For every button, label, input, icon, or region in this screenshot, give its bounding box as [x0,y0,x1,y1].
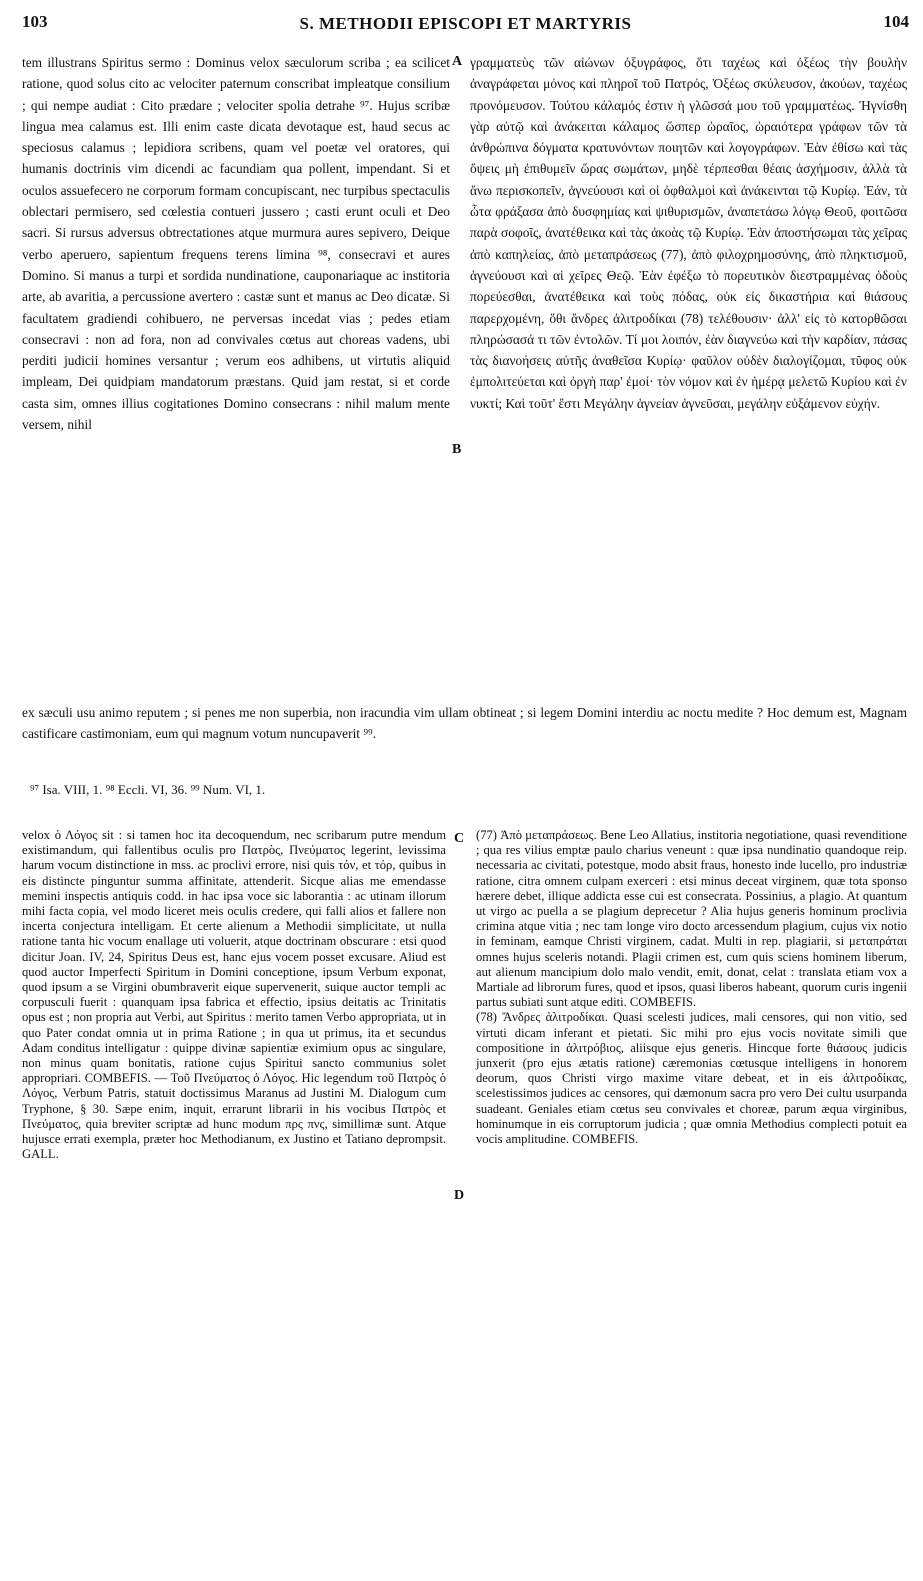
margin-marker-d: D [454,1188,465,1203]
note-text: velox ὁ Λόγος sit : si tamen hoc ita decoquendum, nec scribarum putre mendum existimandum, qui fallentibus oculis pro Πατρὸς, Πνεύματος legerint, levissima harum vocum distinctione in mss. ac proclivi errore, nisi quis τόν, et τόρ, quibus in eis distincte pinguntur summa affinitate, attenderit. Sicque alias me emendasse memini inspectis antiquis codd. in hac ipsa voce sic laborantia : ac utinam illorum mihi facta copia, vel modo liceret meis oculis credere, qui falli alios et fallere non incerta conjectura intelligam. Et certe alienum a Methodii simplicitate, ut nulla ratione tanta hic vocum enallage uti voluerit, atque doctrinam obscurare : etsi quod dicitur Joan. IV, 24, Spiritus Deus est, hanc ejus vocem posset excusare. Aliud est quod auctor Imperfecti Spiritum in Domini conceptione, ipsum Verbum exponat, quod ipsum a se Virgini obumbraverit eique supervenerit, suique auctor templi ac corpusculi fuerit : quanquam ipsa fabrica et effectio, ipsius deitatis ac Trinitatis opus est ; non propria aut Verbi, aut Spiritus : merito tamen Verbo appropriata, ut in quo Pater condat omnia ut in prima Ratione ; in qua ut primus, ita et secundus Adam conditus intelligatur : quippe divinæ sapientiæ eximium opus ac singulare, non minus quam bonitatis, ratione cujus Spiritui sancto communius solet appropriari. COMBEFIS. — Τοῦ Πνεύματος ὁ Λόγος. Hic legendum τοῦ Πατρὸς ὁ Λόγος, Verbum Patris, statuit doctissimus Maranus ad Justini M. Dialogum cum Tryphone, § 30. Sæpe enim, inquit, errarunt librarii in his vocibus Πατρὸς et Πνεύματος, quia breviter scriptæ ad hunc modum πρς πνς, simillimæ sunt. Atque hujusce errati exempla, præter hoc Methodianum, ex Justino et Tatiano deprompsit. GALL. [22,828,446,1162]
latin-continuation [22,689,907,758]
note-78: (78) Ἄνδρες ἀλιτροδίκαι. Quasi scelesti judices, mali censores, qui non vitio, sed virtuti dicam inferant et pietati. Sic mihi pro ejus vocis novitate simili que compositione in ἀλιτρόβιος, aliisque ejus generis. Hincque forte θιάσους judicis junxerit (pro ejus ætatis ratione) cæremonias cœtusque intelligens in honorem deorum, quos Christi virgo maxime vitare debeat, et in eis ἀλιτροδίκας, scelestissimos judices ac censores, qui dæmonum sacra pro vero Dei cultu usurpanda suadeant. Geniales etiam cœtus seu convivales et choreæ, parum æqua virginibus, hominumque in eis corruptorum judicia ; quæ omnia Methodius complecti potuit ea vocis amplitudine. COMBEFIS. [476,1010,907,1147]
note-77: (77) Ἀπὸ μεταπράσεως. Bene Leo Allatius, institoria negotiatione, quasi revenditione ; qua res vilius emptæ paulo charius veneunt : quæ ipsa nundinatio quandoque reip. necessaria ac civitati, potestque, modo absit fraus, honesto inde lucello, pro industriæ ratione, citra omnem culpam exerceri : etsi minus deceat virginem, quæ tota sponso hærere debet, illique addicta esse cui est consecrata. Possinius, a plagio. At quantum ut virgo ac puella a se plagium deprecetur ? Alia hujus generis hominum proclivia crimina atque vitia ; nec tam longe viro docto arcessendum plagium, cujus vix notio in feminam, eamque Christi virginem, cadat. Multi in rep. plagiarii, si μεταπράται omnes hujus sceleris notandi. Plagii crimen est, cum quis sciens hominem liberum, aut alienum mancipium dolo malo vendit, emit, donat, celat : translata etiam vox a Martiale ad librorum fures, quod et ipsos, quasi liberos habeant, quorum curis ingenii partus subiati sunt atque editi. COMBEFIS. [476,828,907,1010]
margin-marker-b: B [452,442,462,457]
latin-paragraph: tem illustrans Spiritus sermo : Dominus velox sæculorum scriba ; ea scilicet ratione, quod solus cito ac velociter paternum conscribat impleatque consilium ; qui nempe audiat : Cito prædare ; velociter spolia detrahe ⁹⁷. Hujus scribæ lingua mea calamus est. Illi enim caste dicata devotaque est, haud secus ac speciosus calamus ; lepidiora scribens, quam vel poetæ vel oratores, qui humanis doctrinis vim dicendi ac facundiam qua pollent, impendant. Si et oculos assuefecero ne corporum formam concupiscant, nec turpibus spectaculis oblectari permisero, sed cœlestia contueri jussero ; casti erunt oculi et Deo sacri. Si rursus adversus obtrectationes atque murmura aures sepivero, Deique verbo aperuero, sapientum frequens terens limina ⁹⁸, consecravi et aures Domino. Si manus a turpi et sordida nundinatione, cauponariaque ac institoria arte, ab avaritia, a percussione avertero : castæ sunt et manus ac Deo dicatæ. Si facultatem gradiendi cohibuero, ne perversas incedat vias ; pedes etiam consecravi : non ad fora, non ad convivales cœtus aut choreas vadens, ubi perditi judicii homines versantur ; verum eos adhibens, ut virtutis aliquid impleam, Dei quidpiam mandatorum præstans. Quid jam restat, si et corde casta sim, omnes illius cogitationes Domino consecrans : nihil malum mente versem, nihil [22,55,450,433]
notes-left-column [22,828,446,1162]
footnotes: ⁹⁷ Isa. VIII, 1. ⁹⁸ Eccli. VI, 36. ⁹⁹ Num. VI, 1. [30,782,266,797]
margin-marker-a: A [452,54,463,69]
notes-right-column [476,828,907,1147]
page-number-right: 104 [883,12,909,31]
running-title: S. METHODII EPISCOPI ET MARTYRIS [299,14,632,33]
page-number-left: 103 [22,12,48,31]
latin-text-column [22,52,450,435]
greek-text-column [470,52,907,414]
greek-paragraph: γραμματεὺς τῶν αἰώνων ὀξυγράφος, ὅτι ταχέως καὶ ὀξέως τὴν βουλὴν ἀναγράφεται μόνος καὶ πληροῖ τοῦ Πατρός, Ὀξέως σκύλευσον, ἀκούων, ταχέως προνόμευσον. Τούτου κάλαμός ἐστιν ἡ γλῶσσά μου τοῦ γραμματέως. Ἡγνίσθη γὰρ αὐτῷ καὶ ἀνάκειται κάλαμος ὥσπερ ὡραῖος, ὡραιότερα γράφων τῶν τὰ ἀνθρώπινα δόγματα κρατυνόντων ποιητῶν καὶ λογογράφων. Ἐὰν ἐθίσω καὶ τὰς ὄψεις μὴ ἐπιθυμεῖν ὥρας σωμάτων, μηδὲ τέρπεσθαι θέαις ἀσχήμοσιν, ἀλλὰ τὰ ἄνω περισκοπεῖν, ἁγνεύουσι καὶ οἱ ὀφθαλμοὶ καὶ ἀνάκεινται τῷ Κυρίῳ. Ἐάν, τὰ ὦτα φράξασα ἀπὸ δυσφημίας καὶ ψιθυρισμῶν, ἀναπετάσω λόγῳ Θεοῦ, φοιτῶσα παρὰ σοφοῖς, ἀνατέθεικα καὶ τὰς ἀκοὰς τῷ Κυρίῳ. Ἐὰν ἀποστήσωμαι τὰς χεῖρας ἀπὸ καπηλείας, ἀπὸ μεταπράσεως (77), ἀπὸ φιλοχρημοσύνης, ἀπὸ πληκτισμοῦ, ἁγνεύουσι καὶ αἱ χεῖρες Θεῷ. Ἐὰν ἐφέξω τὸ πορευτικὸν διεστραμμένας ὁδοὺς πορεύεσθαι, ἀνατέθεικα καὶ τοὺς πόδας, οὐκ εἰς δικαστήρια καὶ θιάσους παρερχομένη, ὅθι ἄνδρες ἀλιτροδίκαι (78) τελέθουσιν· ἀλλ' εἰς τὸ κατορθῶσαι πληρώσασά τι τῶν ἐντολῶν. Τί μοι λοιπόν, ἐὰν διαγνεύω καὶ τὴν καρδίαν, πάσας τὰς διανοήσεις αὐτῆς ἀναθεῖσα Κυρίῳ· φαῦλον οὐδὲν διαλογίζομαι, τῦφος οὐκ ἐμπολιτεύεται καὶ ὀργὴ παρ' ἐμοί· τὸν νόμον καὶ ἐν ἡμέρᾳ μελετῶ Κυρίου καὶ ἐν νυκτί; Καὶ τοῦτ' ἔστι Μεγάλην ἁγνείαν ἁγνεῦσαι, μεγάλην εὐξάμενον εὐχήν. [470,55,907,411]
margin-marker-c: C [454,831,465,846]
latin-continuation-text: ex sæculi usu animo reputem ; si penes me non superbia, non iracundia vim ullam obtineat ; si legem Domini interdiu ac noctu medite ? Hoc demum est, Magnam castificare castimoniam, eum qui magnum votum nuncupaverit ⁹⁹. [22,705,907,742]
page-header [22,6,909,40]
